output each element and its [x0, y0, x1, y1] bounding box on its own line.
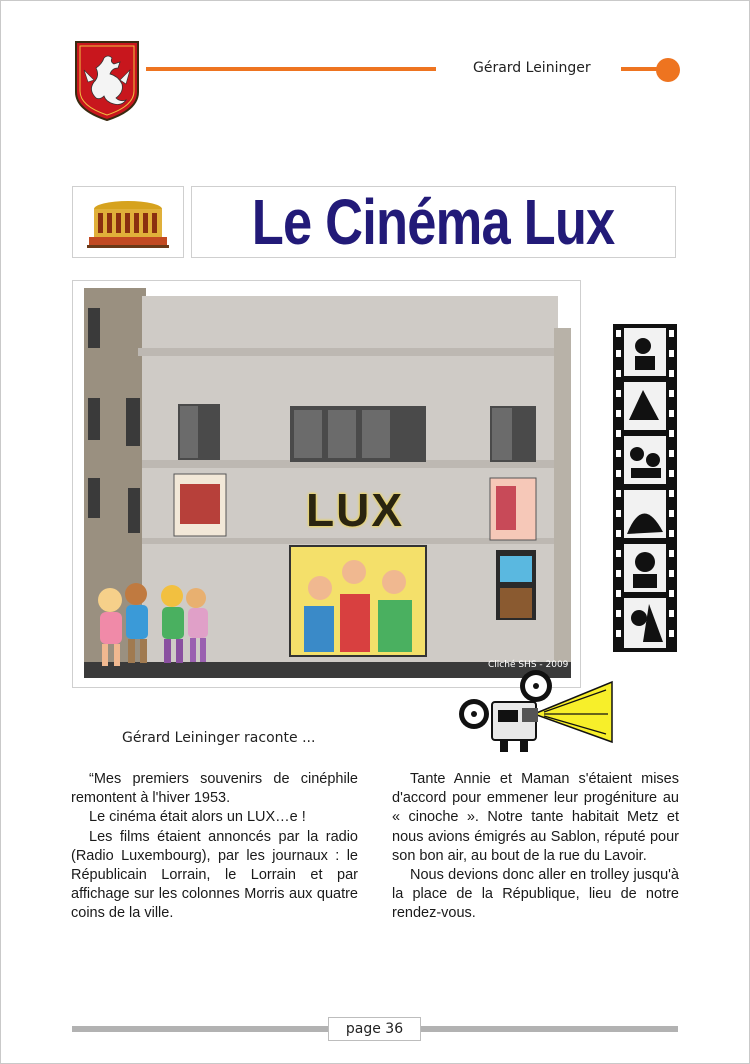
paragraph: Le cinéma était alors un LUX…e ! — [89, 809, 306, 826]
header-dot — [656, 58, 680, 82]
lux-sign: LUX — [306, 484, 404, 536]
text-column-left — [71, 770, 358, 924]
paragraph: Tante Annie et Maman s'étaient mises d'accord pour emmener leur progéniture au « cinoche ». Notre tante habitait Metz et nous avions émigrés au Sablon, réputé pour son bon air, au bout de la rue du Lavoir. — [392, 771, 679, 864]
intro-line: Gérard Leininger raconte ... — [122, 730, 316, 746]
dragon-crest-icon — [74, 40, 140, 122]
cinema-building-icon — [73, 187, 183, 257]
header-rule-left — [146, 67, 436, 71]
photo-credit: Cliché SHS - 2009 — [488, 660, 569, 670]
page-number: page 36 — [328, 1017, 421, 1041]
paragraph: Nous devions donc aller en trolley jusqu'à la place de la République, lieu de notre rendez-vous. — [392, 867, 679, 922]
page-title: Le Cinéma Lux — [252, 186, 615, 258]
paragraph: “Mes premiers souvenirs de cinéphile remontent à l'hiver 1953. — [71, 771, 358, 807]
header-author: Gérard Leininger — [473, 60, 591, 76]
text-column-right — [392, 770, 679, 924]
projector-icon — [456, 668, 614, 754]
title-thumbnail — [72, 186, 184, 258]
paragraph: Les films étaient annoncés par la radio (Radio Luxembourg), par les journaux : le Républicain Lorrain, le Lorrain et par affichage sur les colonnes Morris aux quatre coins de la ville. — [71, 828, 358, 922]
title-box — [191, 186, 676, 258]
filmstrip-icon — [613, 324, 677, 652]
